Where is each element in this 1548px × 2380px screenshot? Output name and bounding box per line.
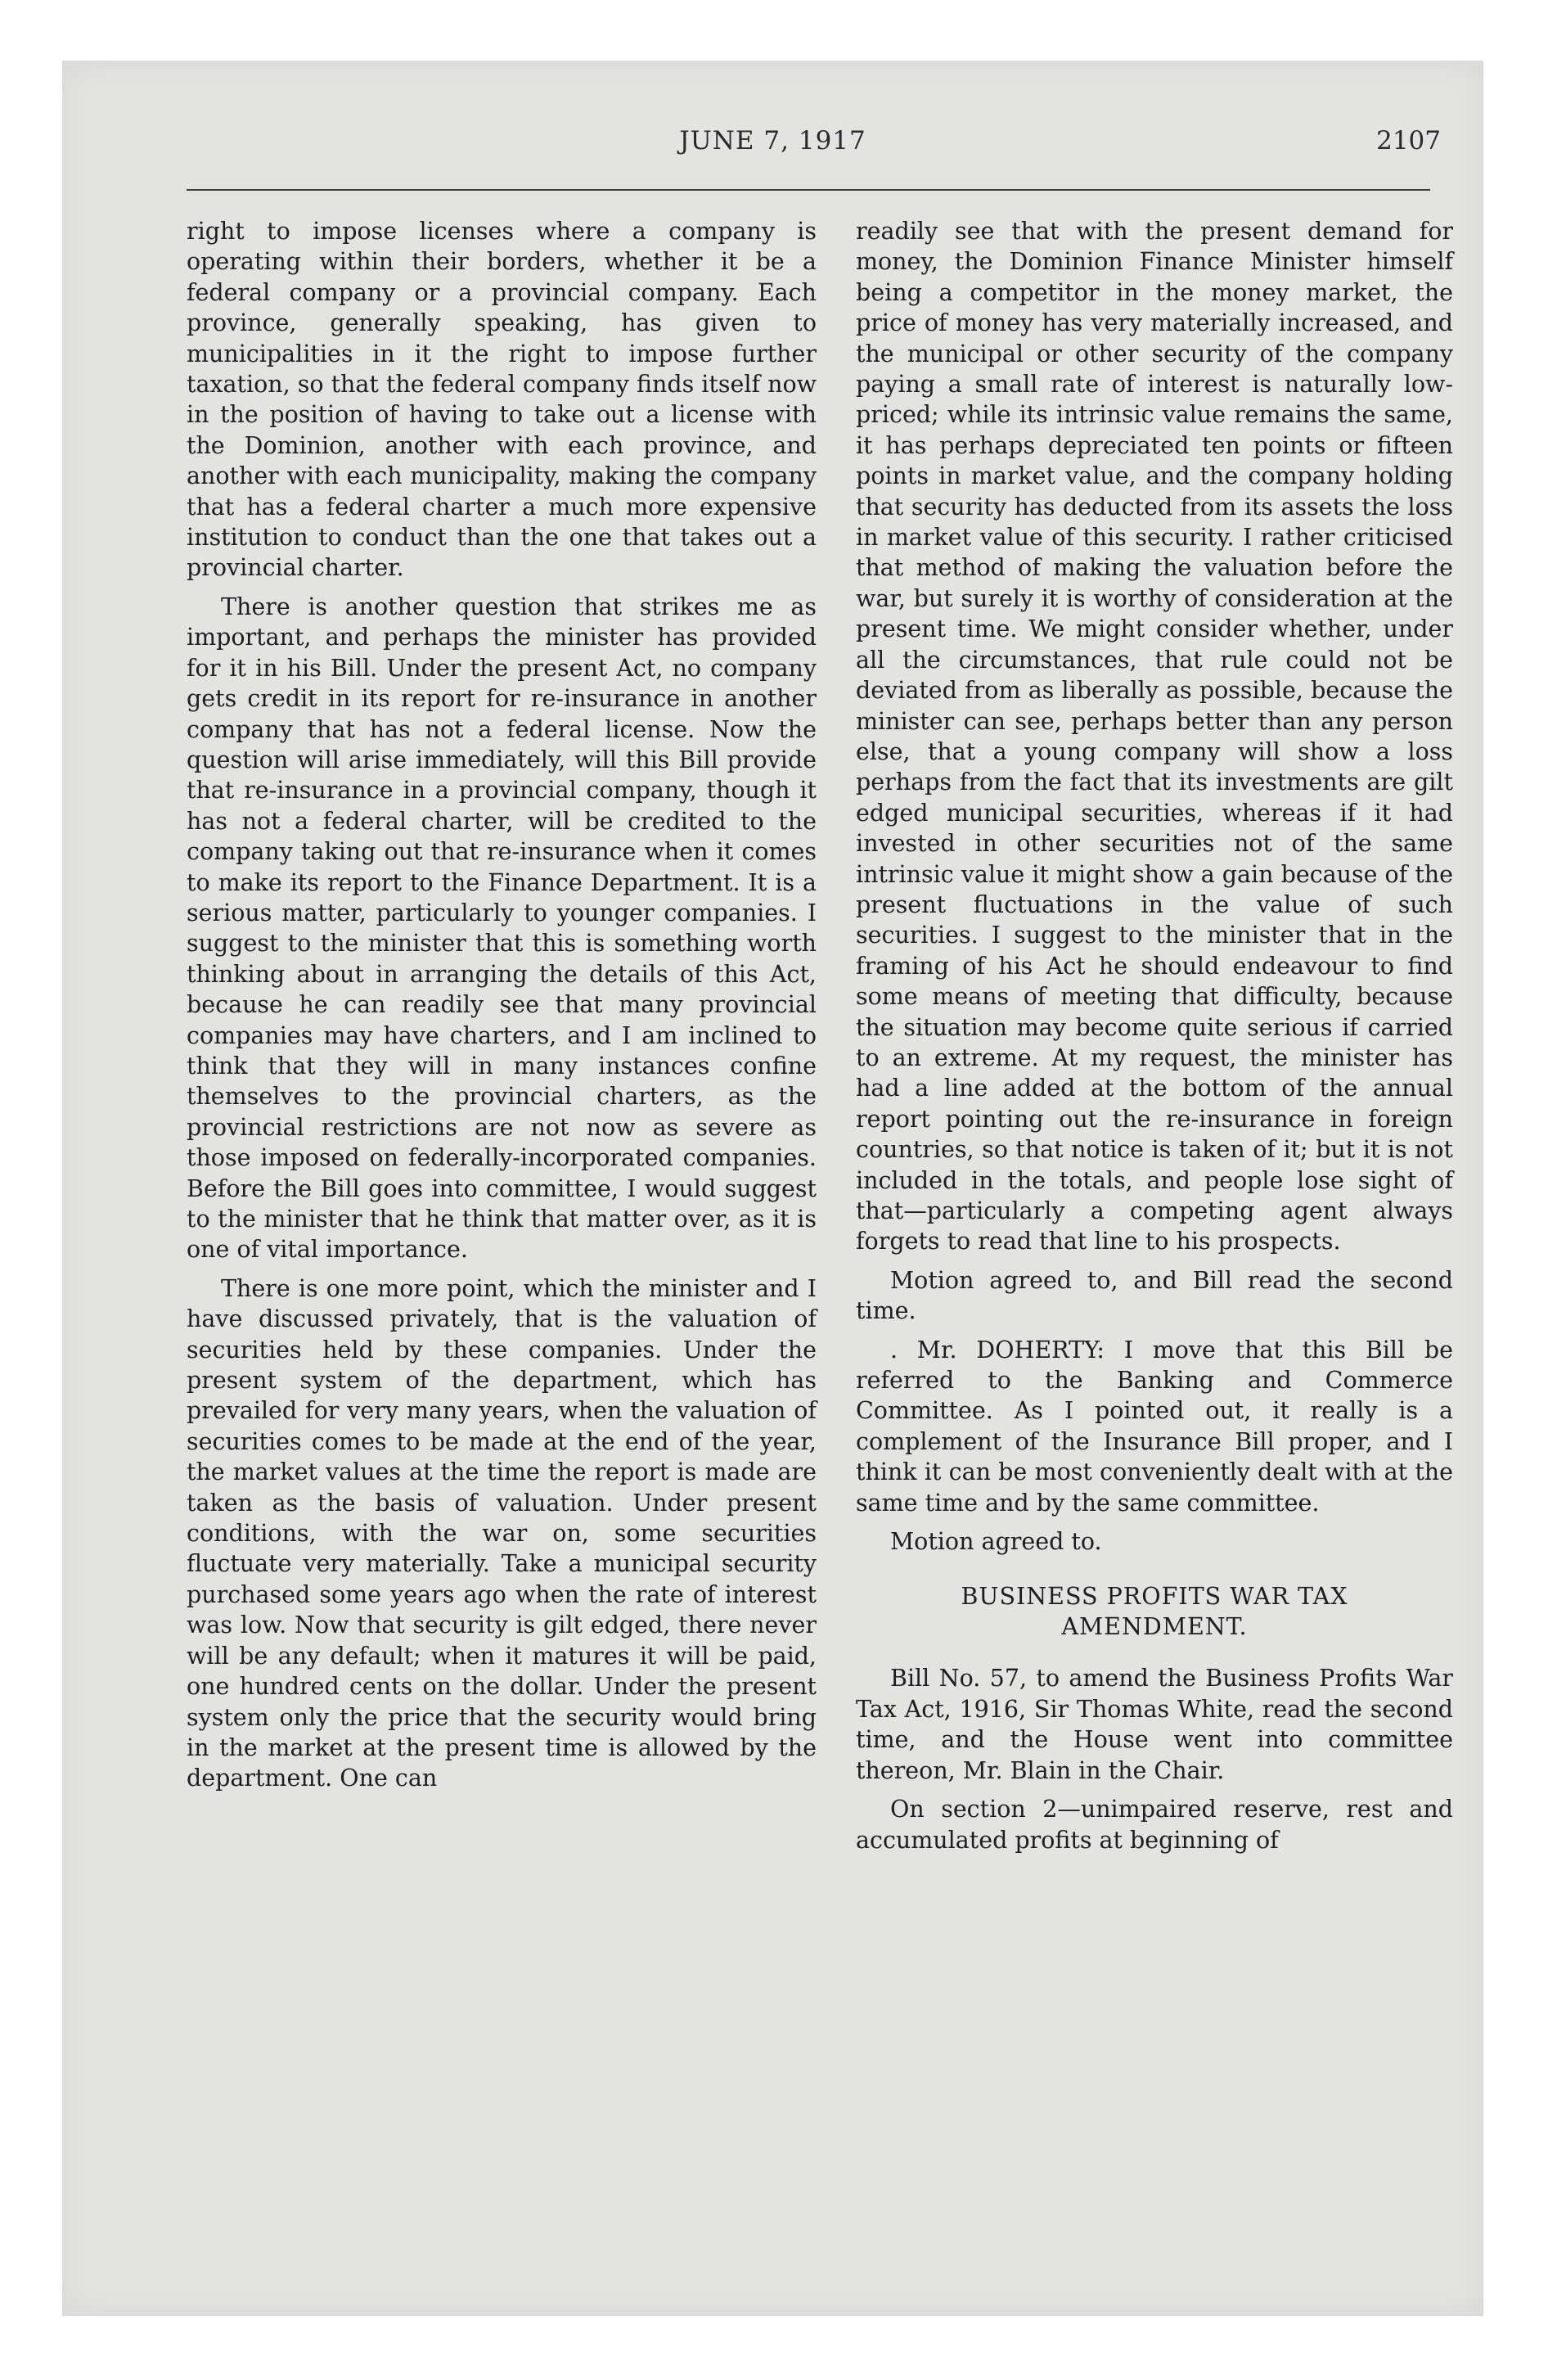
right-column	[856, 216, 1453, 1864]
scanned-page	[62, 61, 1483, 2316]
page-number: 2107	[1376, 126, 1441, 156]
paragraph: . Mr. DOHERTY: I move that this Bill be referred to the Banking and Commerce Committee. As I pointed out, it really is a complement of the Insurance Bill proper, and I think it can be most conveniently dealt with at the same time and by the same committee.	[856, 1336, 1453, 1517]
paragraph: There is one more point, which the minister and I have discussed privately, that is the valuation of securities held by these companies. Under the present system of the department, which has prevailed for very many years, when the valuation of securities comes to be made at the end of the year, the market values at the time the report is made are taken as the basis of valuation. Under present conditions, with the war on, some securities fluctuate very materially. Take a municipal security purchased some years ago when the rate of interest was low. Now that security is gilt edged, there never will be any default; when it matures it will be paid, one hundred cents on the dollar. Under the present system only the price that the security would bring in the market at the present time is allowed by the department. One can	[187, 1274, 817, 1792]
paragraph: There is another question that strikes me as important, and perhaps the minister has provided for it in his Bill. Under the present Act, no company gets credit in its report for re-insurance in another company that has not a federal license. Now the question will arise immediately, will this Bill provide that re-insurance in a provincial company, though it has not a federal charter, will be credited to the company taking out that re-insurance when it comes to make its report to the Finance Department. It is a serious matter, particularly to younger companies. I suggest to the minister that this is something worth thinking about in arranging the details of this Act, because he can readily see that many provincial companies may have charters, and I am inclined to think that they will in many instances confine themselves to the provincial charters, as the provincial restrictions are not now as severe as those imposed on federally-incorporated companies. Before the Bill goes into committee, I would suggest to the minister that he think that matter over, as it is one of vital importance.	[187, 593, 817, 1264]
left-column	[187, 216, 817, 1802]
page-header	[62, 126, 1483, 175]
section-heading-line: BUSINESS PROFITS WAR TAX	[961, 1583, 1348, 1611]
section-heading-line: AMENDMENT.	[1061, 1613, 1248, 1641]
paragraph: Bill No. 57, to amend the Business Profits War Tax Act, 1916, Sir Thomas White, read the second time, and the House went into committee thereon, Mr. Blain in the Chair.	[856, 1665, 1453, 1784]
paragraph: right to impose licenses where a company is operating within their borders, whether it be a federal company or a provincial company. Each province, generally speaking, has given to municipalities in it the right to impose further taxation, so that the federal company finds itself now in the position of having to take out a license with the Dominion, another with each province, and another with each municipality, making the company that has a federal charter a much more expensive institution to conduct than the one that takes out a provincial charter.	[187, 218, 817, 582]
paragraph: Motion agreed to.	[890, 1528, 1102, 1556]
paragraph: readily see that with the present demand for money, the Dominion Finance Minister himself being a competitor in the money market, the price of money has very materially increased, and the municipal or other security of the company paying a small rate of interest is naturally low-priced; while its intrinsic value remains the same, it has perhaps depreciated ten points or fifteen points in market value, and the company holding that security has deducted from its assets the loss in market value of this security. I rather criticised that method of making the valuation before the war, but surely it is worthy of consideration at the present time. We might consider whether, under all the circumstances, that rule could not be deviated from as liberally as possible, because the minister can see, perhaps better than any person else, that a young company will show a loss perhaps from the fact that its investments are gilt edged municipal securities, whereas if it had invested in other securities not of the same intrinsic value it might show a gain because of the present fluctuations in the value of such securities. I suggest to the minister that in the framing of his Act he should endeavour to find some means of meeting that difficulty, because the situation may become quite serious if carried to an extreme. At my request, the minister has had a line added at the bottom of the annual report pointing out the re-insurance in foreign countries, so that notice is taken of it; but it is not included in the totals, and people lose sight of that—particularly a competing agent always forgets to read that line to his prospects.	[856, 218, 1453, 1255]
paragraph: Motion agreed to, and Bill read the second time.	[856, 1266, 1453, 1325]
header-rule	[187, 189, 1430, 191]
header-date: JUNE 7, 1917	[679, 126, 866, 156]
paragraph: On section 2—unimpaired reserve, rest and accumulated profits at beginning of	[856, 1796, 1453, 1854]
section-heading	[856, 1581, 1453, 1642]
